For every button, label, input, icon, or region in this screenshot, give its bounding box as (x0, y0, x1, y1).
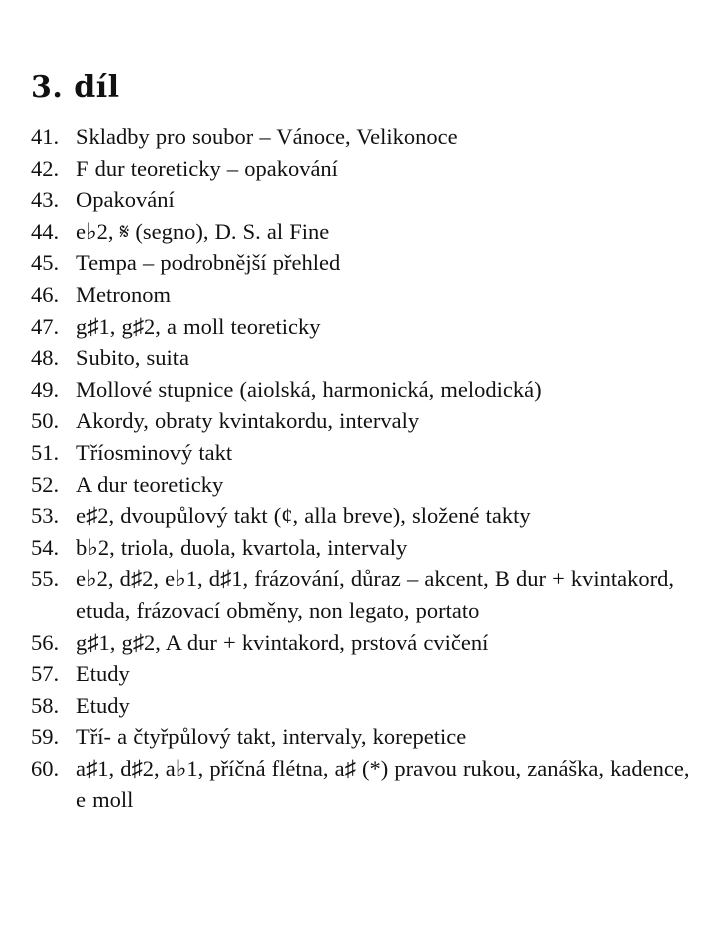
lesson-text: Subito, suita (76, 345, 190, 371)
list-item (31, 311, 697, 343)
list-item (31, 247, 697, 279)
lesson-text: Opakování (76, 187, 175, 213)
list-item (31, 121, 697, 153)
lesson-text: Etudy (76, 692, 130, 718)
lesson-number: 52. (31, 471, 60, 497)
lesson-text: Akordy, obraty kvintakordu, intervaly (76, 408, 420, 434)
lesson-text: Tříosminový takt (76, 439, 233, 465)
list-item (31, 753, 697, 816)
lesson-number: 47. (31, 313, 60, 339)
lesson-text: e♭2, 𝄋 (segno), D. S. al Fine (76, 218, 330, 244)
lesson-number: 60. (31, 755, 60, 781)
lesson-number: 53. (31, 503, 60, 529)
list-item (31, 153, 697, 185)
list-item (31, 184, 697, 216)
lesson-list (31, 121, 697, 816)
lesson-number: 50. (31, 408, 60, 434)
lesson-text: b♭2, triola, duola, kvartola, intervaly (76, 534, 408, 560)
lesson-number: 42. (31, 155, 60, 181)
lesson-number: 59. (31, 724, 60, 750)
lesson-text: Skladby pro soubor – Vánoce, Velikonoce (76, 124, 458, 149)
lesson-text: g♯1, g♯2, a moll teoreticky (76, 313, 321, 339)
list-item (31, 658, 697, 690)
lesson-number: 41. (31, 124, 60, 149)
lesson-number: 55. (31, 566, 60, 592)
lesson-text: e♯2, dvoupůlový takt (¢, alla breve), složené takty (76, 503, 531, 529)
list-item (31, 563, 697, 626)
list-item (31, 437, 697, 469)
lesson-text: g♯1, g♯2, A dur + kvintakord, prstová cvičení (76, 629, 489, 655)
lesson-number: 45. (31, 250, 60, 276)
section-heading: 3. díl (31, 70, 120, 105)
list-item (31, 279, 697, 311)
lesson-text: Tří- a čtyřpůlový takt, intervaly, korepetice (76, 724, 467, 750)
lesson-number: 44. (31, 218, 60, 244)
lesson-number: 49. (31, 376, 60, 402)
list-item (31, 405, 697, 437)
list-item (31, 342, 697, 374)
list-item (31, 216, 697, 248)
lesson-number: 46. (31, 281, 60, 307)
lesson-number: 57. (31, 661, 60, 687)
lesson-number: 48. (31, 345, 60, 371)
lesson-text: Metronom (76, 281, 171, 307)
lesson-text: Mollové stupnice (aiolská, harmonická, melodická) (76, 376, 542, 402)
list-item (31, 374, 697, 406)
list-item (31, 721, 697, 753)
lesson-text: A dur teoreticky (76, 471, 224, 497)
lesson-number: 58. (31, 692, 60, 718)
lesson-text: Etudy (76, 661, 130, 687)
lesson-text: e♭2, d♯2, e♭1, d♯1, frázování, důraz – akcent, B dur + kvintakord, etuda, frázovací obměny, non legato, portato (76, 566, 674, 623)
list-item (31, 690, 697, 722)
lesson-number: 54. (31, 534, 60, 560)
lesson-number: 43. (31, 187, 60, 213)
lesson-number: 56. (31, 629, 60, 655)
list-item (31, 532, 697, 564)
list-item (31, 627, 697, 659)
lesson-text: F dur teoreticky – opakování (76, 155, 338, 181)
lesson-text: Tempa – podrobnější přehled (76, 250, 341, 276)
list-item (31, 500, 697, 532)
list-item (31, 469, 697, 501)
lesson-number: 51. (31, 439, 60, 465)
lesson-text: a♯1, d♯2, a♭1, příčná flétna, a♯ (*) pravou rukou, zanáška, kadence, e moll (76, 755, 690, 813)
